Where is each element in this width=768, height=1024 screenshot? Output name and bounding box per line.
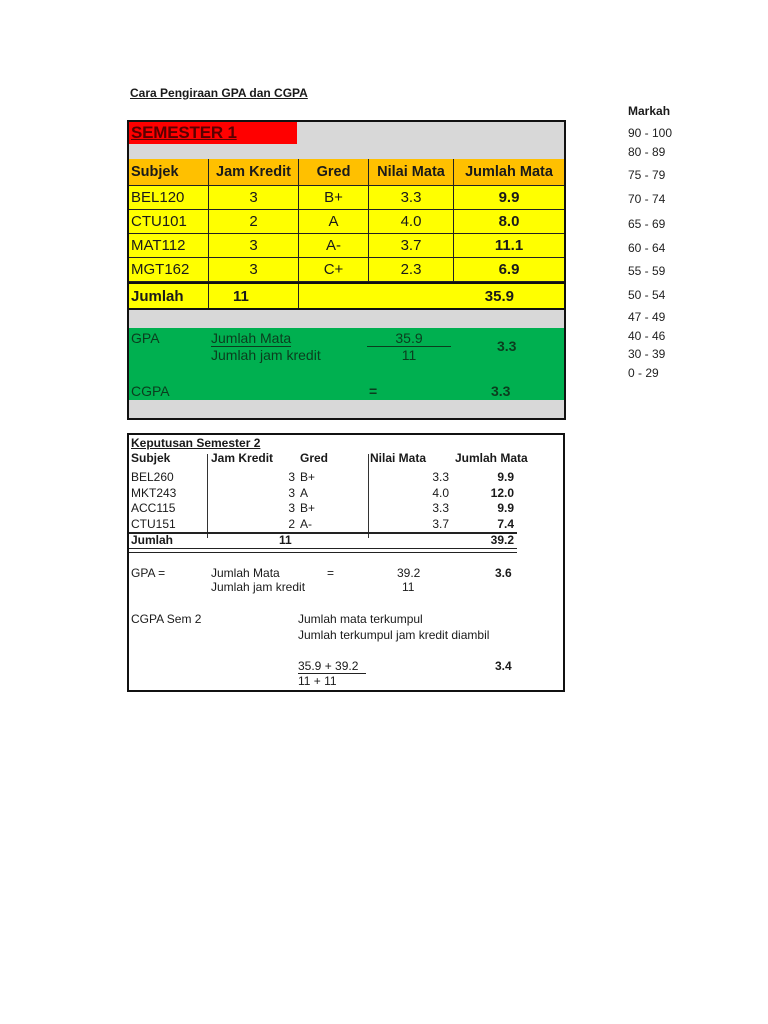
- page-title: Cara Pengiraan GPA dan CGPA: [130, 86, 308, 100]
- s2-cgpa-label: CGPA Sem 2: [131, 612, 202, 626]
- s2-header-jam-kredit: Jam Kredit: [211, 451, 274, 465]
- s2-header-jumlah-mata: Jumlah Mata: [455, 451, 528, 465]
- semester-2-label: Keputusan Semester 2: [131, 436, 261, 450]
- table-row: CTU101 2 A 4.0 8.0: [129, 210, 564, 234]
- markah-range: 90 - 100: [628, 126, 673, 140]
- header-nilai-mata: Nilai Mata: [369, 159, 454, 186]
- markah-range: 60 - 64: [628, 241, 666, 255]
- total-double-underline: [129, 548, 517, 553]
- s2-total-jumlah: 39.2: [490, 533, 514, 547]
- s2-cgpa-result: 3.4: [495, 659, 512, 673]
- s2-cgpa-numerator-label: Jumlah mata terkumpul: [298, 612, 423, 626]
- s2-row-subjek: ACC115: [131, 501, 176, 515]
- s2-header-gred: Gred: [300, 451, 329, 465]
- table-row: MGT162 3 C+ 2.3 6.9: [129, 258, 564, 282]
- markah-range: 50 - 54: [628, 288, 666, 302]
- s2-header-subjek: Subjek: [131, 451, 171, 465]
- s2-row-subjek: CTU151: [131, 517, 176, 531]
- s2-gpa-numerator: 39.2: [397, 566, 421, 580]
- column-divider: [368, 454, 369, 538]
- gpa-label: GPA: [131, 330, 160, 346]
- s2-gpa-result: 3.6: [495, 566, 512, 580]
- semester-1-panel: [127, 120, 566, 420]
- gpa-numerator-label: Jumlah Mata: [211, 330, 292, 346]
- s2-row-subjek: BEL260: [131, 470, 174, 484]
- markah-range: 0 - 29: [628, 366, 659, 380]
- gpa-numerator: 35.9: [367, 330, 451, 347]
- semester-1-header-row: [129, 159, 564, 186]
- gpa-result: 3.3: [497, 338, 517, 354]
- markah-range: 40 - 46: [628, 329, 666, 343]
- semester-1-total-row: Jumlah 11 35.9: [129, 282, 564, 310]
- markah-range: 65 - 69: [628, 217, 666, 231]
- s2-gpa-denominator: 11: [402, 580, 415, 594]
- column-divider: [207, 454, 208, 538]
- markah-range: 55 - 59: [628, 264, 666, 278]
- semester-1-gpa-block: [129, 328, 564, 400]
- s2-gpa-label: GPA =: [131, 566, 166, 580]
- markah-header: Markah: [628, 104, 671, 118]
- markah-range: 80 - 89: [628, 145, 666, 159]
- cgpa-label: CGPA: [131, 383, 170, 399]
- s2-row-subjek: MKT243: [131, 486, 177, 500]
- header-gred: Gred: [299, 159, 369, 186]
- s2-gpa-equals: =: [327, 566, 335, 580]
- cgpa-result: 3.3: [491, 383, 511, 399]
- markah-range: 75 - 79: [628, 168, 666, 182]
- s2-gpa-denominator-label: Jumlah jam kredit: [211, 580, 306, 594]
- s2-cgpa-numerator: 35.9 + 39.2: [298, 659, 359, 673]
- s2-cgpa-denominator-label: Jumlah terkumpul jam kredit diambil: [298, 628, 490, 642]
- markah-range: 70 - 74: [628, 192, 666, 206]
- s2-total-jam: 11: [279, 533, 292, 547]
- s2-cgpa-denominator: 11 + 11: [298, 674, 337, 688]
- semester-1-label: SEMESTER 1: [129, 122, 297, 144]
- s2-total-label: Jumlah: [131, 533, 174, 547]
- header-jumlah-mata: Jumlah Mata: [454, 159, 564, 186]
- gpa-denominator: 11: [401, 347, 417, 363]
- table-row: MAT112 3 A- 3.7 11.1: [129, 234, 564, 258]
- s2-gpa-numerator-label: Jumlah Mata: [211, 566, 280, 580]
- s2-header-nilai-mata: Nilai Mata: [370, 451, 427, 465]
- gpa-denominator-label: Jumlah jam kredit: [211, 347, 321, 363]
- table-row: BEL120 3 B+ 3.3 9.9: [129, 186, 564, 210]
- total-divider: [129, 532, 517, 534]
- header-jam-kredit: Jam Kredit: [209, 159, 299, 186]
- semester-2-panel: Keputusan Semester 2 Subjek Jam Kredit Gred Nilai Mata Jumlah Mata BEL260 3 B+ 3.3 9.9 MKT243 3 A 4.0 12.0 ACC115 3 B+ 3.3 9.9 CTU151 2 A- 3.7 7.4 Jumlah 11 39.2 GPA = Jumlah Mata Jumlah jam kredit = 39.2 11 3.6 CGPA Sem 2 Jumlah mata terkumpul Jumlah terkumpul jam kredit diambil 35.9 + 39.2 11 + 11 3.4: [127, 433, 565, 692]
- markah-range: 30 - 39: [628, 347, 666, 361]
- cgpa-equals: =: [369, 383, 378, 399]
- header-subjek: Subjek: [129, 159, 209, 186]
- markah-range: 47 - 49: [628, 310, 666, 324]
